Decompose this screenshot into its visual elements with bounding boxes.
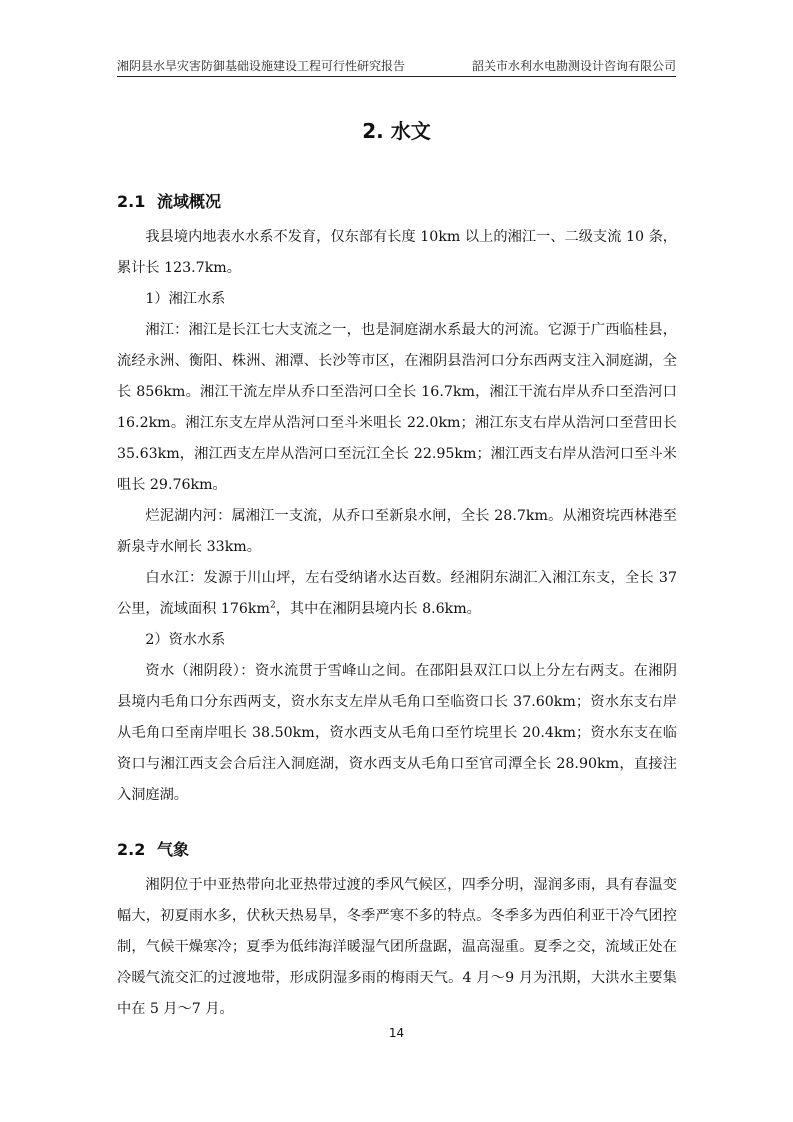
page-header [117,56,676,77]
paragraph-intro: 我县境内地表水水系不发育，仅东部有长度 10km 以上的湘江一、二级支流 10 条，累计长 123.7km。 [117,229,677,276]
section-heading-2-2 [117,838,189,862]
section-title: 气象 [157,840,190,859]
section-number: 2.2 [117,840,146,859]
page-number: 14 [388,1026,405,1040]
section-2-2-body [117,870,677,1025]
header-company-name: 韶关市水利水电勘测设计咨询有限公司 [471,59,676,73]
section-number: 2.1 [117,192,146,211]
paragraph-zishui: 资水（湘阴段）：资水流贯于雪峰山之间。在邵阳县双江口以上分左右两支。在湘阴县境内毛角口分东西两支，资水东支左岸从毛角口至临资口长 37.60km；资水东支右岸从毛角口至南岸咀长 38.50km，资水西支从毛角口至竹垸里长 20.4km；资水东支在临资口与湘江西支会合后注入洞庭湖，资水西支从毛角口至官司潭全长 28.90km，直接注入洞庭湖。 [117,663,677,803]
paragraph-lanni-lake: 烂泥湖内河：属湘江一支流，从乔口至新泉水闸，全长 28.7km。从湘资垸西林港至新泉寺水闸长 33km。 [117,508,677,555]
chapter-title: 2. 水文 [362,119,431,143]
section-2-1-body [117,222,677,811]
section-title: 流域概况 [157,192,222,211]
paragraph-baishui-river: 白水江：发源于川山坪，左右受纳诸水达百数。经湘阴东湖汇入湘江东支，全长 37 公里，流域面积 $176km^2$，其中在湘阴县境内长 8.6km。 [117,570,677,617]
paragraph-xiangjiang: 湘江：湘江是长江七大支流之一，也是洞庭湖水系最大的河流。它源于广西临桂县，流经永洲、衡阳、株洲、湘潭、长沙等市区，在湘阴县浩河口分东西两支注入洞庭湖，全长 856km。湘江干流左岸从乔口至浩河口全长 16.7km，湘江干流右岸从乔口至浩河口 16.2km。湘江东支左岸从浩河口至斗米咀长 22.0km；湘江东支右岸从浩河口至营田长 35.63km，湘江西支左岸从浩河口至沅江全长 22.95km；湘江西支右岸从浩河口至斗米咀长 29.76km。 [117,322,677,493]
section-heading-2-1 [117,190,221,214]
subheading-xiangjiang-system: 1）湘江水系 [145,291,226,307]
superscript-2: 2 [269,600,276,611]
paragraph-climate: 湘阴位于中亚热带向北亚热带过渡的季风气候区，四季分明，湿润多雨，具有春温变幅大，初夏雨水多，伏秋天热易旱，冬季严寒不多的特点。冬季多为西伯利亚干冷气团控制，气候干燥寒冷；夏季为低纬海洋暖湿气团所盘踞，温高湿重。夏季之交，流域正处在冷暖气流交汇的过渡地带，形成阴湿多雨的梅雨天气。4 月～9 月为汛期，大洪水主要集中在 5 月～7 月。 [117,877,677,1017]
header-report-title: 湘阴县水旱灾害防御基础设施建设工程可行性研究报告 [117,59,406,73]
subheading-zishui-system: 2）资水水系 [145,632,226,648]
